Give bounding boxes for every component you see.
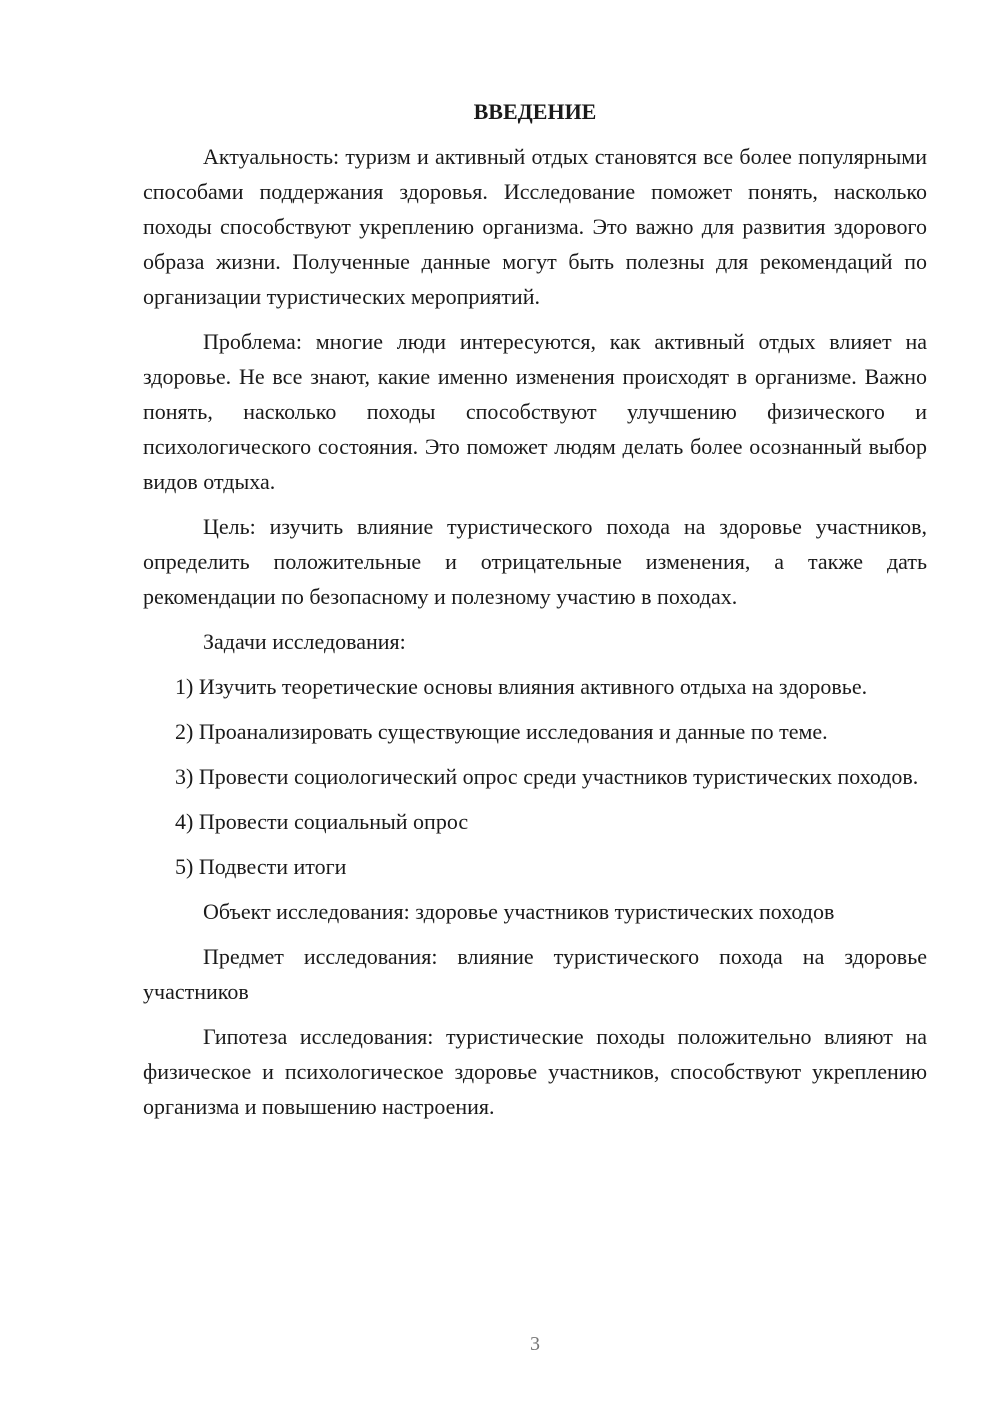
task-item: 5) Подвести итоги xyxy=(175,854,347,879)
task-item: 3) Провести социологический опрос среди участников туристических походов. xyxy=(175,764,919,789)
task-item: 1) Изучить теоретические основы влияния активного отдыха на здоровье. xyxy=(175,674,868,699)
page-title: ВВЕДЕНИЕ xyxy=(473,99,597,124)
object-paragraph: Объект исследования: здоровье участников туристических походов xyxy=(203,899,835,924)
goal-paragraph: Цель: изучить влияние туристического похода на здоровье участников, определить положительные и отрицательные изменения, а также дать рекомендации по безопасному и полезному участию в походах. xyxy=(143,514,927,609)
subject-paragraph: Предмет исследования: влияние туристического похода на здоровье участников xyxy=(143,944,927,1004)
hypothesis-paragraph: Гипотеза исследования: туристические походы положительно влияют на физическое и психологическое здоровье участников, способствуют укреплению организма и повышению настроения. xyxy=(143,1024,927,1119)
page-number: 3 xyxy=(530,1333,540,1355)
document-page xyxy=(143,94,927,1134)
tasks-heading: Задачи исследования: xyxy=(203,629,406,654)
task-item: 2) Проанализировать существующие исследования и данные по теме. xyxy=(175,719,828,744)
task-item: 4) Провести социальный опрос xyxy=(175,809,469,834)
relevance-paragraph: Актуальность: туризм и активный отдых становятся все более популярными способами поддержания здоровья. Исследование поможет понять, насколько походы способствуют укреплению организма. Это важно для развития здорового образа жизни. Полученные данные могут быть полезны для рекомендаций по организации туристических мероприятий. xyxy=(143,144,927,309)
problem-paragraph: Проблема: многие люди интересуются, как активный отдых влияет на здоровье. Не все знают, какие именно изменения происходят в организме. Важно понять, насколько походы способствуют улучшению физического и психологического состояния. Это поможет людям делать более осознанный выбор видов отдыха. xyxy=(143,329,927,494)
